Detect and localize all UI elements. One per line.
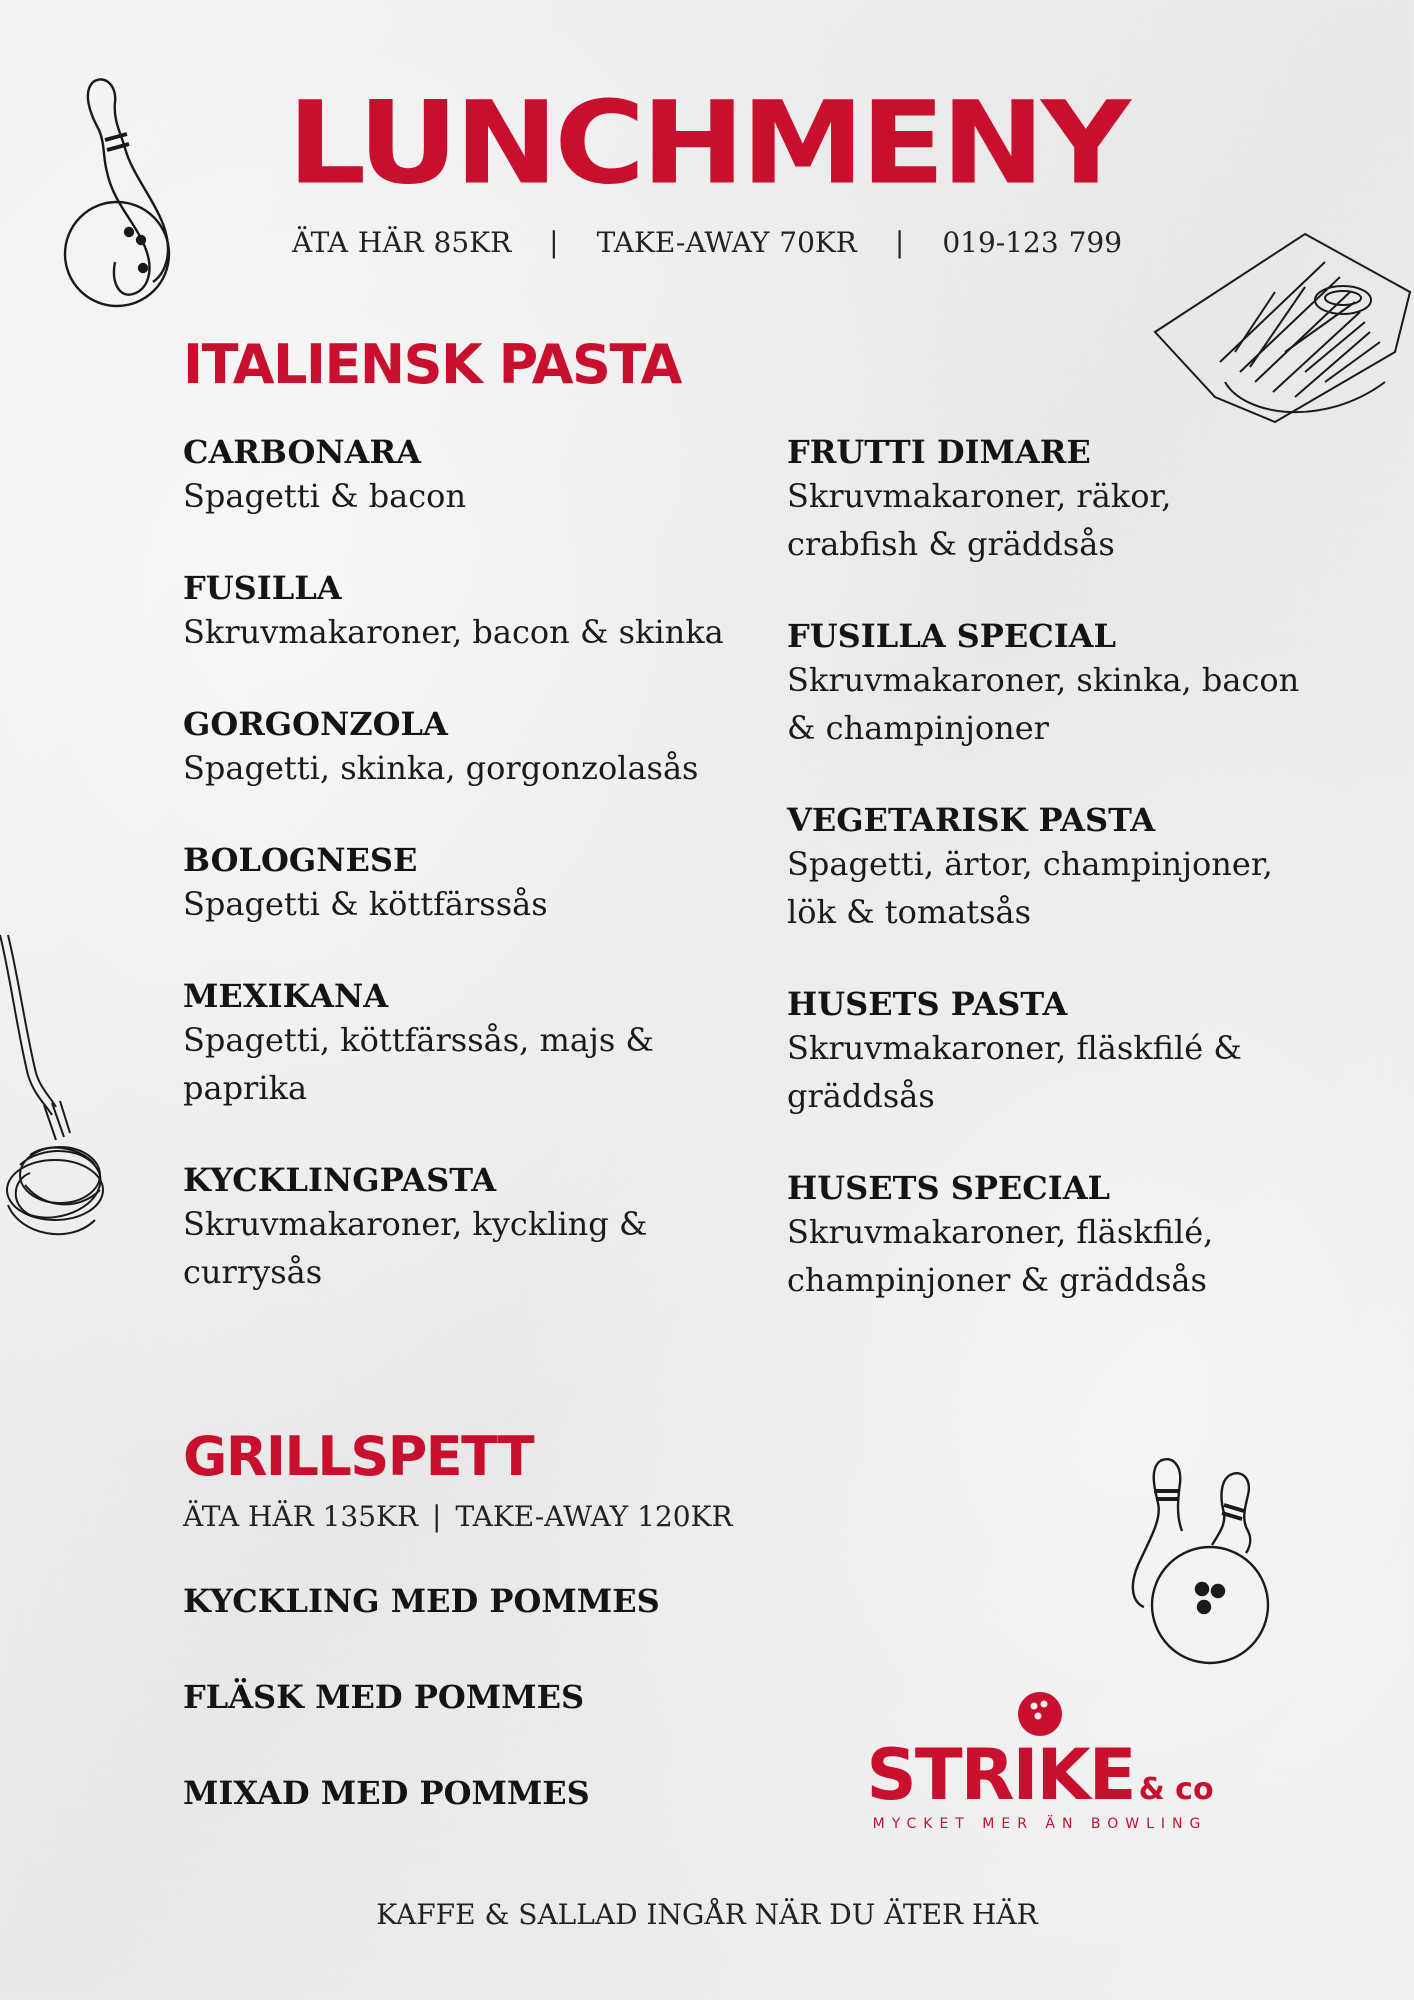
grill-item: MIXAD MED POMMES — [183, 1774, 590, 1812]
takeaway-price: TAKE-AWAY 70KR — [596, 226, 857, 259]
bowling-pins-ball-icon — [1120, 1455, 1280, 1675]
item-name: KYCKLINGPASTA — [183, 1161, 497, 1199]
fork-spaghetti-icon — [0, 935, 110, 1250]
item-description: Skruvmakaroner, kyckling & currysås — [183, 1205, 648, 1291]
item-description: Skruvmakaroner, fläskfilé, champinjoner & gräddsås — [787, 1213, 1214, 1299]
item-description: Spagetti, skinka, gorgonzolasås — [183, 749, 699, 787]
menu-item — [183, 976, 743, 1112]
header-info — [0, 226, 1414, 259]
grill-item: KYCKLING MED POMMES — [183, 1582, 660, 1620]
item-description: Spagetti, köttfärssås, majs & paprika — [183, 1021, 654, 1107]
dine-in-price: ÄTA HÄR 85KR — [291, 226, 512, 259]
grill-takeaway-price: TAKE-AWAY 120KR — [455, 1500, 733, 1533]
item-description: Skruvmakaroner, skinka, bacon & champinjoner — [787, 661, 1300, 747]
pasta-section-title: ITALIENSK PASTA — [183, 333, 681, 396]
menu-item — [183, 432, 743, 520]
item-description: Skruvmakaroner, räkor, crabfish & gräddsås — [787, 477, 1172, 563]
item-name: VEGETARISK PASTA — [787, 801, 1156, 839]
menu-item — [787, 800, 1347, 936]
menu-item — [787, 984, 1347, 1120]
grill-dine-in-price: ÄTA HÄR 135KR — [183, 1500, 419, 1533]
grill-prices — [183, 1500, 733, 1533]
logo-tagline: MYCKET MER ÄN BOWLING — [872, 1816, 1208, 1832]
grill-section-title: GRILLSPETT — [183, 1425, 534, 1488]
item-description: Spagetti & köttfärssås — [183, 885, 548, 923]
footer-note: KAFFE & SALLAD INGÅR NÄR DU ÄTER HÄR — [376, 1898, 1038, 1931]
separator: | — [549, 226, 559, 259]
fries-basket-icon — [1155, 232, 1414, 432]
logo-name: STRIKE — [866, 1734, 1135, 1816]
item-name: CARBONARA — [183, 433, 421, 471]
item-name: FRUTTI DIMARE — [787, 433, 1091, 471]
item-name: HUSETS PASTA — [787, 985, 1068, 1023]
menu-item — [787, 1168, 1347, 1304]
logo-suffix: & co — [1138, 1772, 1214, 1807]
menu-item — [787, 432, 1347, 568]
phone-number: 019-123 799 — [942, 226, 1123, 259]
page-title: LUNCHMENY — [287, 77, 1127, 211]
strike-logo — [860, 1690, 1220, 1832]
logo-ball-icon — [1016, 1690, 1064, 1738]
menu-item — [183, 1160, 743, 1296]
pasta-left-column — [183, 432, 743, 1344]
separator: | — [432, 1500, 442, 1533]
menu-item — [787, 616, 1347, 752]
item-description: Skruvmakaroner, fläskfilé & gräddsås — [787, 1029, 1242, 1115]
grill-item: FLÄSK MED POMMES — [183, 1678, 585, 1716]
item-name: FUSILLA — [183, 569, 342, 607]
menu-item — [183, 840, 743, 928]
item-description: Spagetti & bacon — [183, 477, 467, 515]
item-name: HUSETS SPECIAL — [787, 1169, 1111, 1207]
separator: | — [894, 226, 905, 259]
item-description: Skruvmakaroner, bacon & skinka — [183, 613, 724, 651]
item-name: BOLOGNESE — [183, 841, 418, 879]
pasta-right-column — [787, 432, 1347, 1352]
item-name: MEXIKANA — [183, 977, 389, 1015]
menu-item — [183, 568, 743, 656]
item-name: GORGONZOLA — [183, 705, 448, 743]
item-name: FUSILLA SPECIAL — [787, 617, 1116, 655]
menu-item — [183, 704, 743, 792]
item-description: Spagetti, ärtor, champinjoner, lök & tomatsås — [787, 845, 1273, 931]
